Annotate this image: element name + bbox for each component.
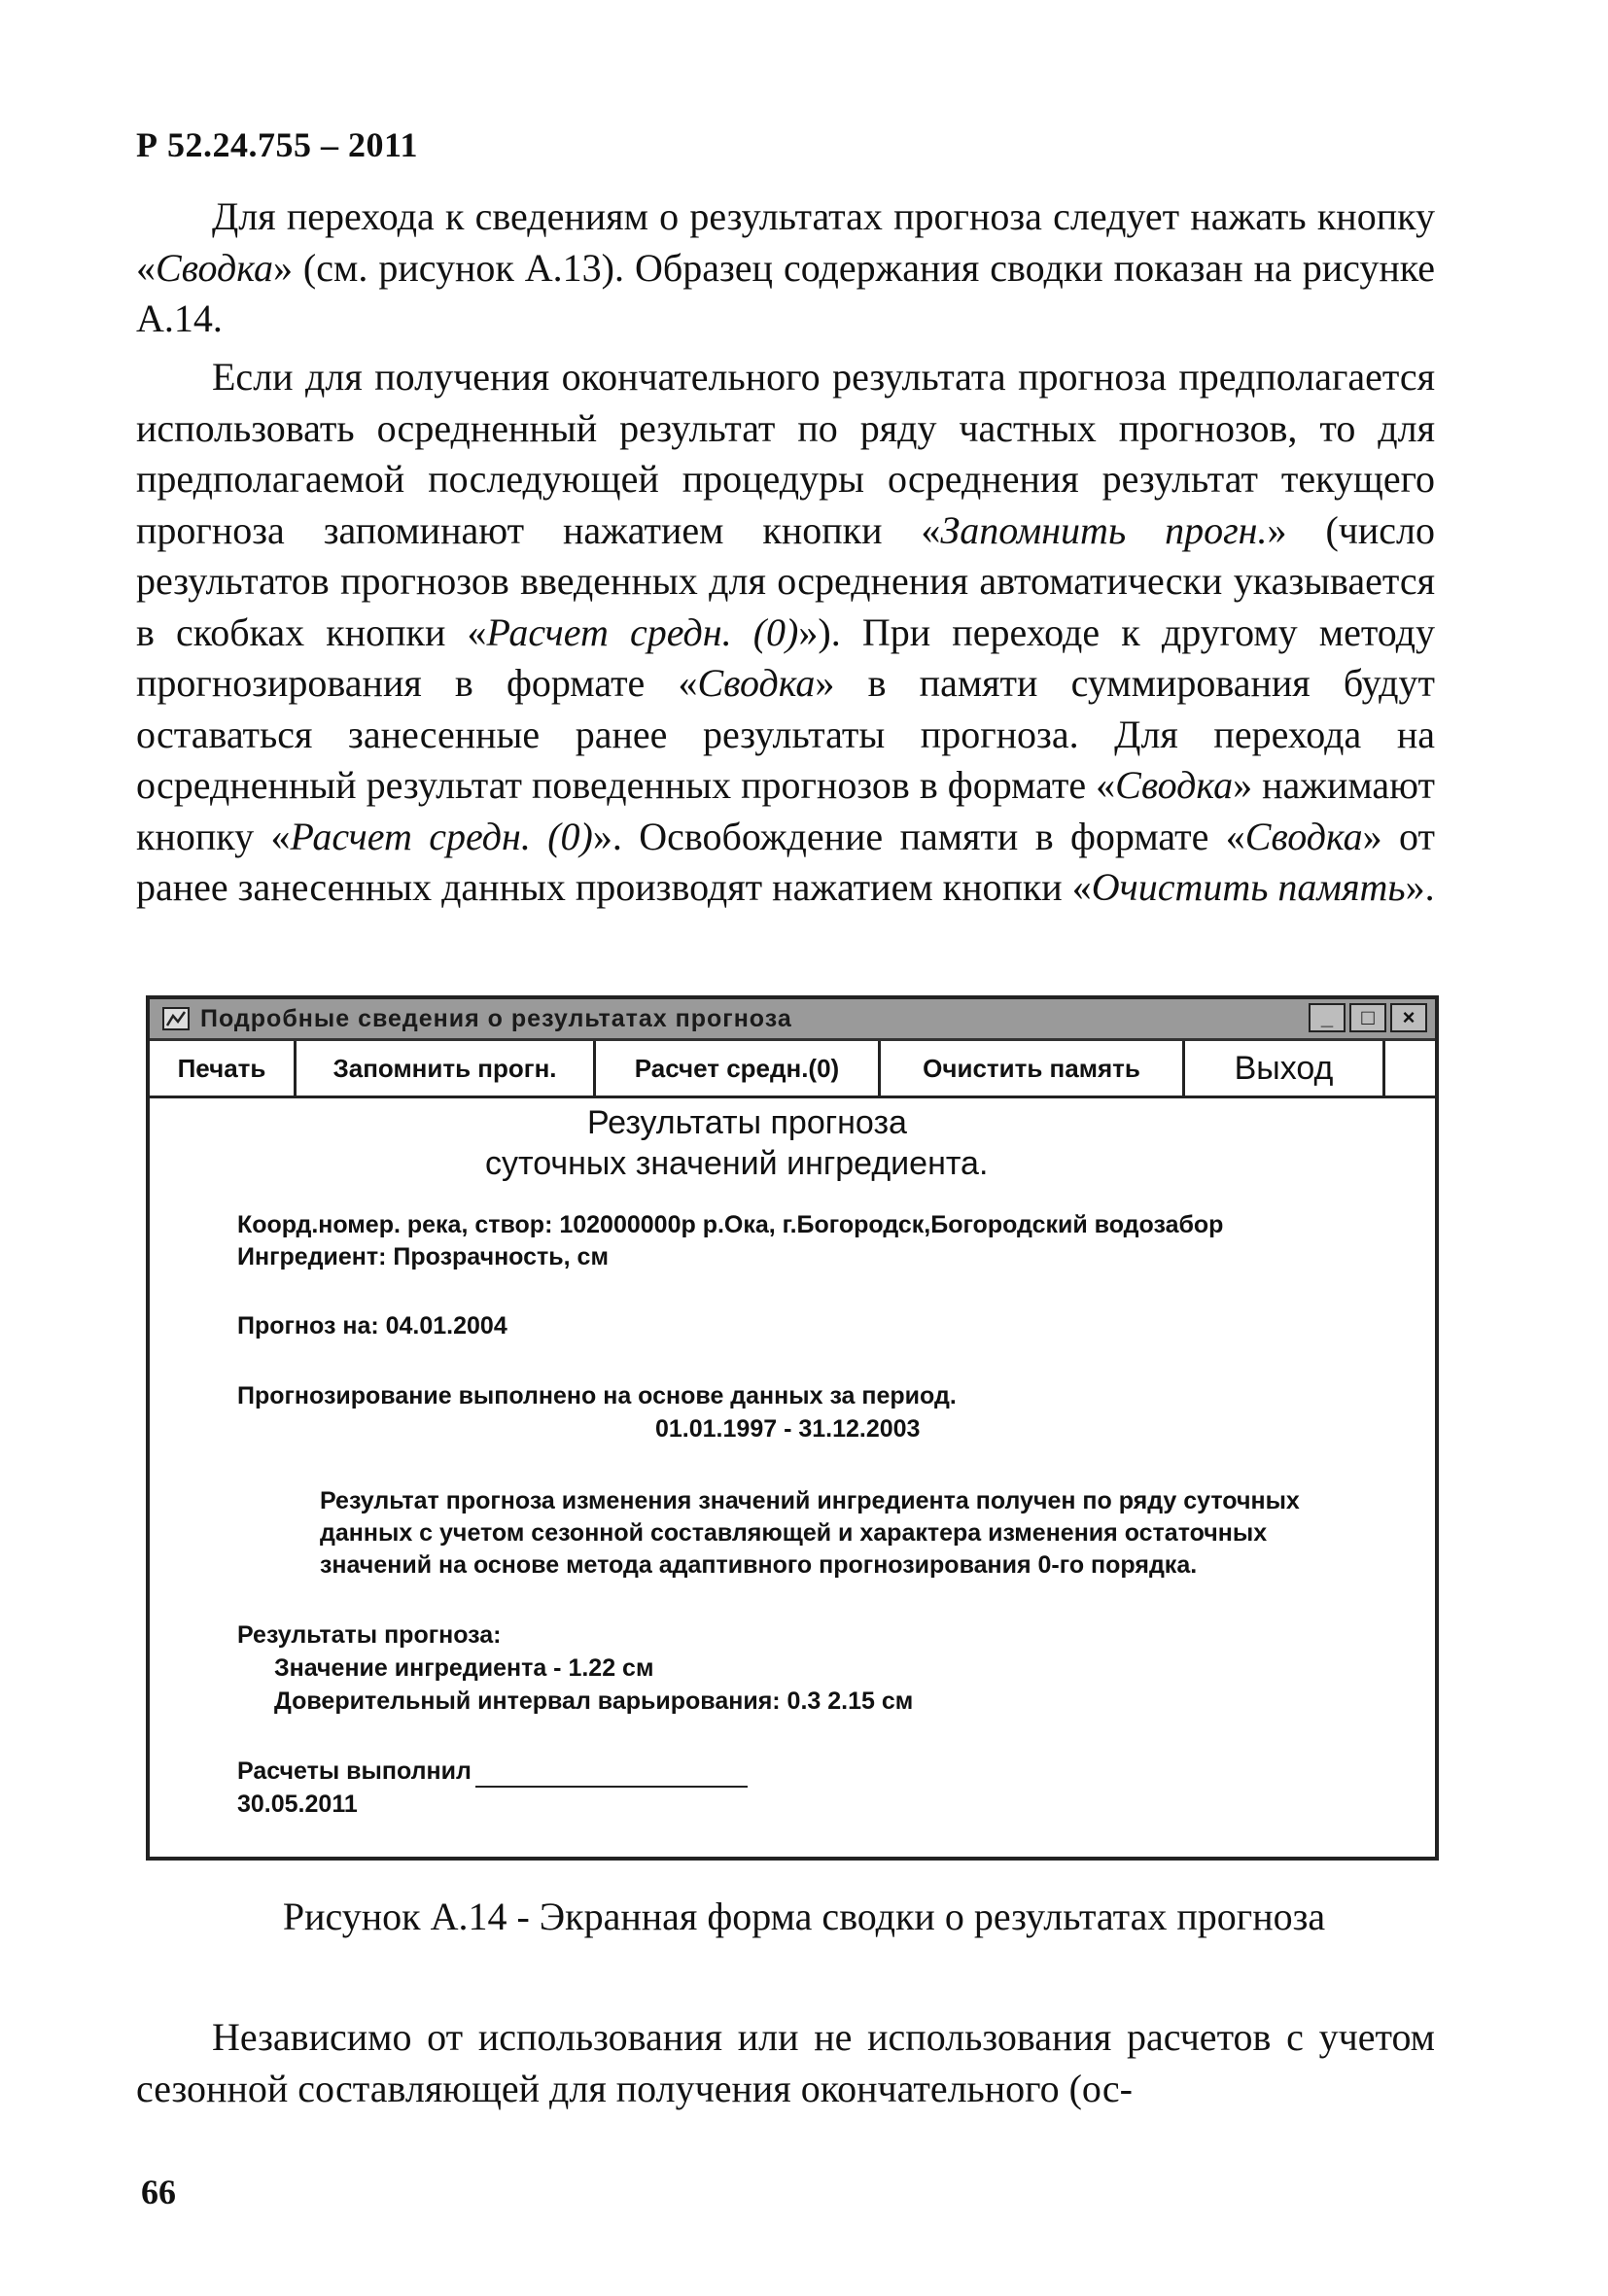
p2-italic-6: Сводка [1244, 814, 1363, 858]
p2-italic-2: Расчет средн. (0) [486, 609, 799, 654]
p2-italic-7: Очистить память [1091, 865, 1406, 909]
report-author-line [237, 1756, 748, 1788]
p1-italic-1: Сводка [156, 245, 273, 290]
document-header: Р 52.24.755 – 2011 [136, 125, 419, 164]
clear-memory-button[interactable]: Очистить память [881, 1041, 1185, 1096]
average-calc-button[interactable]: Расчет средн.(0) [596, 1041, 881, 1096]
report-coord: Коорд.номер. река, створ: 102000000р р.Ока, г.Богородск,Богородский водозабор [237, 1211, 1224, 1238]
paragraph-continuation: Независимо от использования или не использования расчетов с учетом сезонной составляющей для получения окончательного (ос- [136, 2015, 1435, 2110]
forecast-summary-window [146, 995, 1439, 1861]
page-number: 66 [141, 2173, 176, 2211]
report-ingredient: Ингредиент: Прозрачность, см [237, 1243, 609, 1270]
report-period-range: 01.01.1997 - 31.12.2003 [655, 1415, 921, 1443]
report-description: Результат прогноза изменения значений ингредиента получен по ряду суточных данных с учетом сезонной составляющей и характера изменения остаточных значений на основе метода адаптивного прогнозирования 0-го порядка. [320, 1487, 1300, 1579]
p2-text-7: » от ранее занесенных данных производят нажатием кнопки « [136, 814, 1436, 909]
p2-italic-5: Расчет средн. (0) [290, 814, 593, 858]
save-forecast-button[interactable]: Запомнить прогн. [297, 1041, 596, 1096]
report-title: Результаты прогноза [587, 1104, 907, 1141]
report-subtitle: суточных значений ингредиента. [485, 1145, 989, 1182]
report-period-text: Прогнозирование выполнено на основе данных за период. [237, 1382, 957, 1409]
report-location [237, 1209, 1355, 1273]
p2-text-2: » (число результатов прогнозов введенных для осреднения автоматически указывается в скобках кнопки « [136, 507, 1436, 654]
close-button[interactable]: × [1390, 1003, 1427, 1032]
p1-text-1: Для перехода к сведениям о результатах прогноза следует нажать кнопку « [136, 194, 1435, 290]
p2-text-8: ». [1405, 865, 1435, 909]
report-forecast-date: Прогноз на: 04.01.2004 [237, 1312, 507, 1339]
figure-caption: Рисунок А.14 - Экранная форма сводки о результатах прогноза [282, 1895, 1326, 1938]
p2-text-1: Если для получения окончательного результата прогноза предполагается использовать осредненный результат по ряду частных прогнозов, то для предполагаемой последующей процедуры осреднения результат текущего прогноза запоминают нажатием кнопки « [136, 355, 1435, 552]
window-controls [1309, 1003, 1427, 1032]
report-results-label: Результаты прогноза: [237, 1621, 502, 1649]
app-icon [159, 1004, 192, 1033]
maximize-button[interactable]: □ [1349, 1003, 1386, 1032]
window-titlebar[interactable] [150, 999, 1435, 1041]
p2-italic-3: Сводка [697, 661, 816, 705]
signature-line [475, 1764, 748, 1788]
p2-text-4: » в памяти суммирования будут оставаться занесенные ранее результаты прогноза. Для перехода на осредненный результат поведенных прогнозов в формате « [136, 661, 1435, 807]
paragraph-summary-button [136, 191, 1435, 345]
report-ingredient-value: Значение ингредиента - 1.22 см [274, 1654, 654, 1682]
p2-italic-4: Сводка [1115, 763, 1234, 807]
exit-button[interactable]: Выход [1185, 1041, 1385, 1096]
report-content [150, 1098, 1435, 1847]
p2-text-6: ». Освобождение памяти в формате « [592, 814, 1245, 858]
p2-text-3: »). При переходе к другому методу прогнозирования в формате « [136, 609, 1436, 705]
window-toolbar [150, 1041, 1435, 1098]
report-author-label: Расчеты выполнил [237, 1757, 472, 1785]
report-date: 30.05.2011 [237, 1791, 358, 1818]
minimize-button[interactable]: _ [1309, 1003, 1346, 1032]
print-button[interactable]: Печать [150, 1041, 297, 1096]
window-title: Подробные сведения о результатах прогноза [200, 1004, 792, 1032]
paragraph-averaging [136, 352, 1435, 914]
report-confidence-interval: Доверительный интервал варьирования: 0.3 2.15 см [274, 1687, 914, 1715]
p1-text-2: » (см. рисунок А.13). Образец содержания сводки показан на рисунке А.14. [136, 245, 1435, 340]
p2-text-5: » нажимают кнопку « [136, 763, 1435, 858]
p2-italic-1: Запомнить прогн. [940, 507, 1268, 552]
